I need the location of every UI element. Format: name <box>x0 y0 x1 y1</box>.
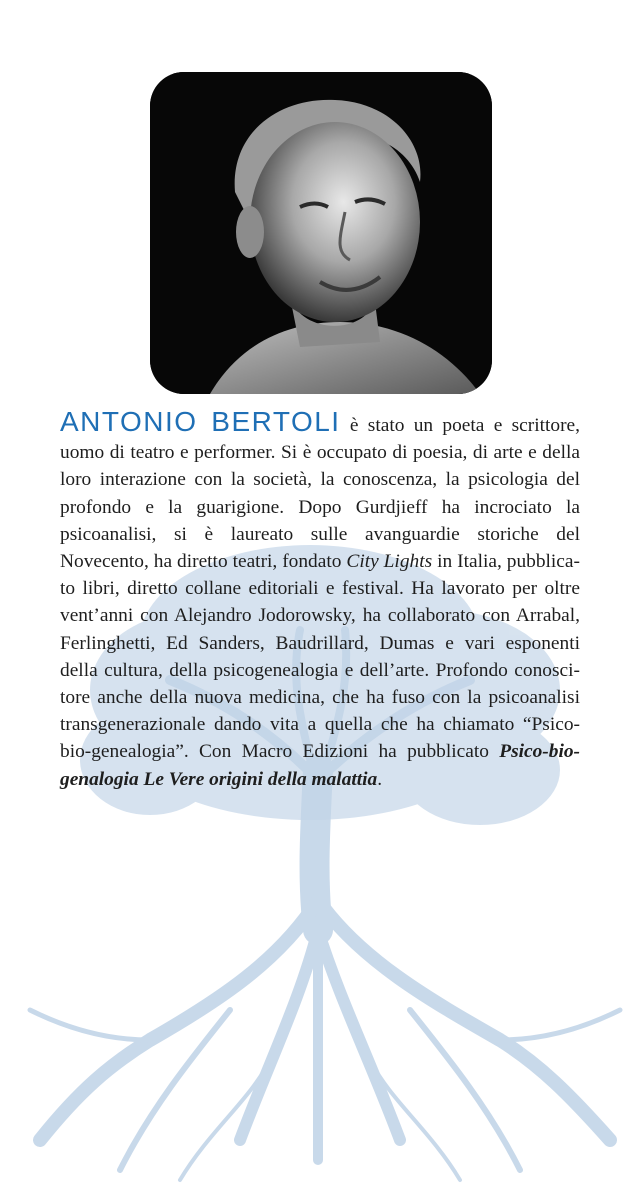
author-biography <box>60 408 580 793</box>
city-lights-title: City Lights <box>346 551 433 573</box>
bio-text-part-2: in Italia, pubblicato libri, diretto collane editoriali e festival. Ha lavorato per oltre vent’anni con Alejandro Jodorowsky, ha collaborato con Arrabal, Ferlinghetti, Ed Sanders, Baudrillard, Dumas e vari esponenti della cultura, della psicogenealogia e dell’arte. Profondo conoscitore anche della nuova medicina, che ha fuso con la psicoanalisi transgenerazionale dando vita a quella che ha chiamato “Psico-bio-genealogia”. Con Macro Edizioni ha pubblicato <box>60 551 580 763</box>
bio-text-end: . <box>377 768 383 790</box>
author-name: ANTONIO BERTOLI <box>60 406 341 437</box>
author-portrait <box>150 72 492 394</box>
biography-paragraph <box>60 408 580 793</box>
portrait-image <box>150 72 492 394</box>
bio-text-part-1: è stato un poeta e scrittore, uomo di teatro e performer. Si è occupato di poesia, di arte e della loro interazione con la società, la conoscenza, la psicologia del profondo e la guarigione. Dopo Gurdjieff ha incrociato la psicoanalisi, si è laureato sulle avanguardie storiche del Novecento, ha diretto teatri, fondato <box>60 415 580 573</box>
book-title: Psico-bio-genalogia Le Vere origini della malattia <box>60 741 580 790</box>
